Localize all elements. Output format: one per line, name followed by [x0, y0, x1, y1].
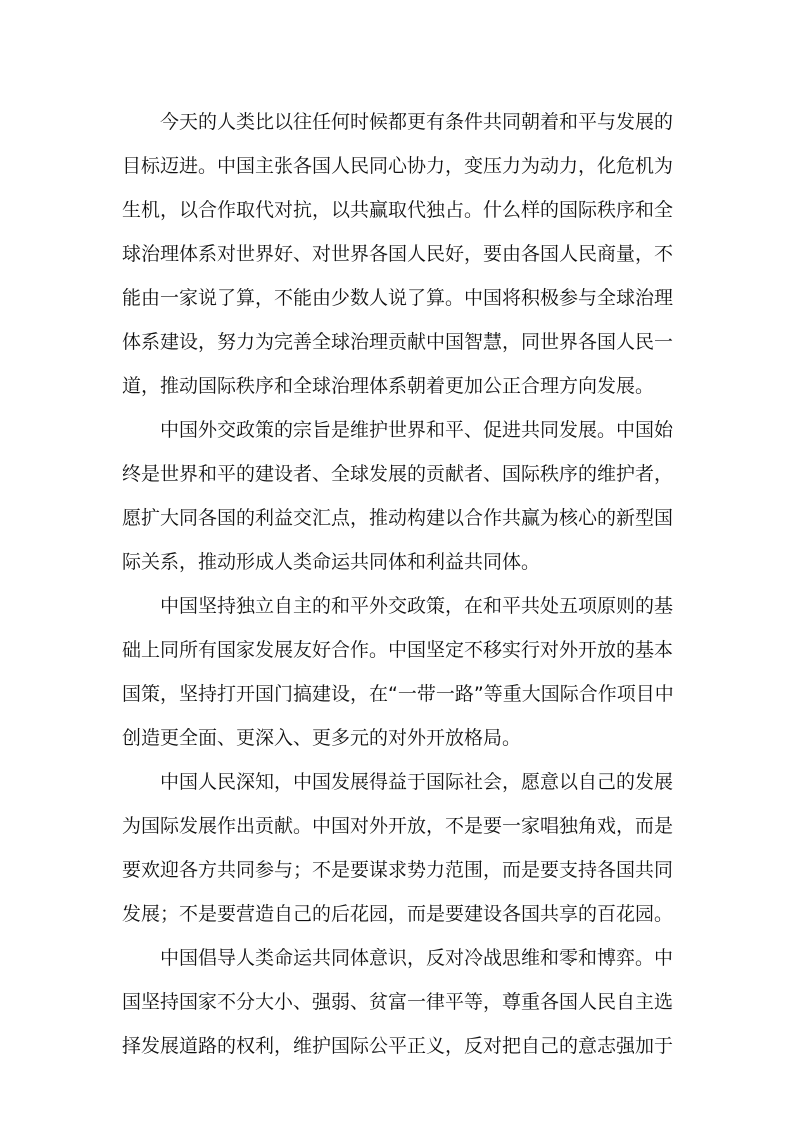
text-line: 础上同所有国家发展友好合作。中国坚定不移实行对外开放的基本 [122, 639, 674, 661]
text-line: 体系建设，努力为完善全球治理贡献中国智慧，同世界各国人民一 [122, 331, 674, 353]
paragraph-5 [122, 936, 674, 1068]
text-line: 国策，坚持打开国门搞建设，在“一带一路”等重大国际合作项目中 [122, 683, 674, 705]
paragraph-3 [122, 584, 674, 760]
text-line: 中国人民深知，中国发展得益于国际社会，愿意以自己的发展 [160, 771, 674, 793]
text-line: 创造更全面、更深入、更多元的对外开放格局。 [122, 727, 522, 749]
text-line: 中国外交政策的宗旨是维护世界和平、促进共同发展。中国始 [160, 419, 674, 441]
text-line: 生机，以合作取代对抗，以共赢取代独占。什么样的国际秩序和全 [122, 199, 674, 221]
text-line: 今天的人类比以往任何时候都更有条件共同朝着和平与发展的 [160, 111, 674, 133]
text-line: 终是世界和平的建设者、全球发展的贡献者、国际秩序的维护者， [122, 463, 674, 485]
text-line: 目标迈进。中国主张各国人民同心协力，变压力为动力，化危机为 [122, 155, 674, 177]
body-text [122, 100, 674, 1068]
paragraph-1 [122, 100, 674, 408]
text-line: 球治理体系对世界好、对世界各国人民好，要由各国人民商量，不 [122, 243, 674, 265]
paragraph-2 [122, 408, 674, 584]
text-line: 为国际发展作出贡献。中国对外开放，不是要一家唱独角戏，而是 [122, 815, 674, 837]
paragraph-4 [122, 760, 674, 936]
text-line: 愿扩大同各国的利益交汇点，推动构建以合作共赢为核心的新型国 [122, 507, 674, 529]
text-line: 道，推动国际秩序和全球治理体系朝着更加公正合理方向发展。 [122, 375, 655, 397]
text-line: 发展；不是要营造自己的后花园，而是要建设各国共享的百花园。 [122, 903, 674, 925]
text-line: 能由一家说了算，不能由少数人说了算。中国将积极参与全球治理 [122, 287, 674, 309]
text-line: 国坚持国家不分大小、强弱、贫富一律平等，尊重各国人民自主选 [122, 991, 674, 1013]
text-line: 要欢迎各方共同参与；不是要谋求势力范围，而是要支持各国共同 [122, 859, 674, 881]
text-line: 际关系，推动形成人类命运共同体和利益共同体。 [122, 551, 541, 573]
text-line: 中国倡导人类命运共同体意识，反对冷战思维和零和博弈。中 [160, 947, 674, 969]
text-line: 中国坚持独立自主的和平外交政策，在和平共处五项原则的基 [160, 595, 674, 617]
text-line: 择发展道路的权利，维护国际公平正义，反对把自己的意志强加于 [122, 1035, 674, 1057]
